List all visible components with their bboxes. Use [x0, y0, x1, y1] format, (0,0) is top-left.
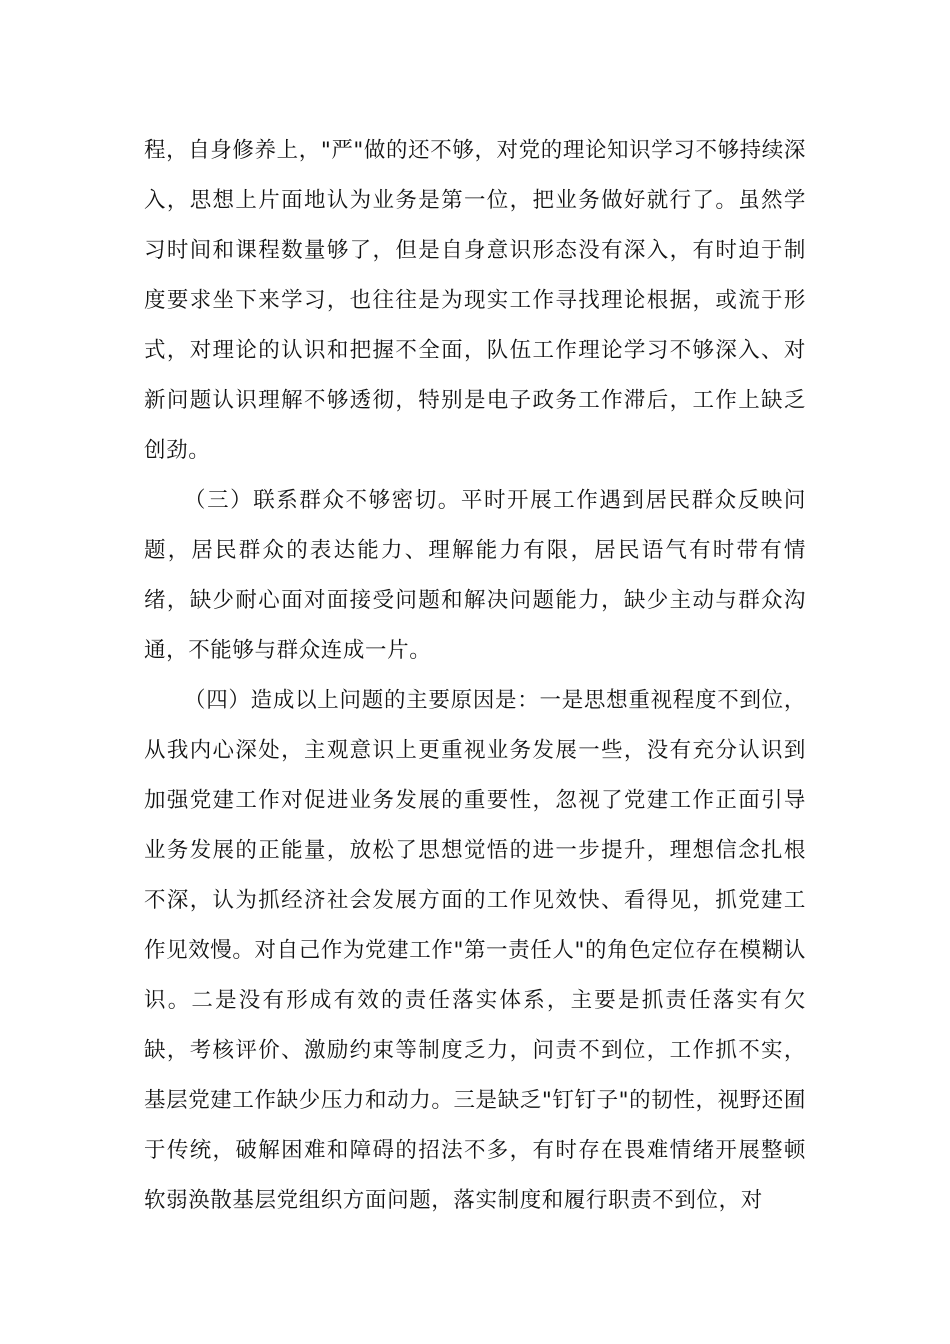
paragraph-section-four: （四）造成以上问题的主要原因是：一是思想重视程度不到位，从我内心深处，主观意识上更重视业务发展一些，没有充分认识到加强党建工作对促进业务发展的重要性，忽视了党建工作正面引导业务发展的正能量，放松了思想觉悟的进一步提升，理想信念扎根不深，认为抓经济社会发展方面的工作见效快、看得见，抓党建工作见效慢。对自己作为党建工作"第一责任人"的角色定位存在模糊认识。二是没有形成有效的责任落实体系，主要是抓责任落实有欠缺，考核评价、激励约束等制度乏力，问责不到位，工作抓不实，基层党建工作缺少压力和动力。三是缺乏"钉钉子"的韧性，视野还囿于传统，破解困难和障碍的招法不多，有时存在畏难情绪开展整顿软弱涣散基层党组织方面问题，落实制度和履行职责不到位，对 — [144, 688, 806, 1213]
document-body — [144, 126, 806, 1226]
paragraph-continuation: 程，自身修养上，"严"做的还不够，对党的理论知识学习不够持续深入，思想上片面地认为业务是第一位，把业务做好就行了。虽然学习时间和课程数量够了，但是自身意识形态没有深入，有时迫于制度要求坐下来学习，也往往是为现实工作寻找理论根据，或流于形式，对理论的认识和把握不全面，队伍工作理论学习不够深入、对新问题认识理解不够透彻，特别是电子政务工作滞后，工作上缺乏创劲。 — [144, 138, 806, 463]
paragraph-section-three: （三）联系群众不够密切。平时开展工作遇到居民群众反映问题，居民群众的表达能力、理解能力有限，居民语气有时带有情绪，缺少耐心面对面接受问题和解决问题能力，缺少主动与群众沟通，不能够与群众连成一片。 — [144, 488, 806, 663]
